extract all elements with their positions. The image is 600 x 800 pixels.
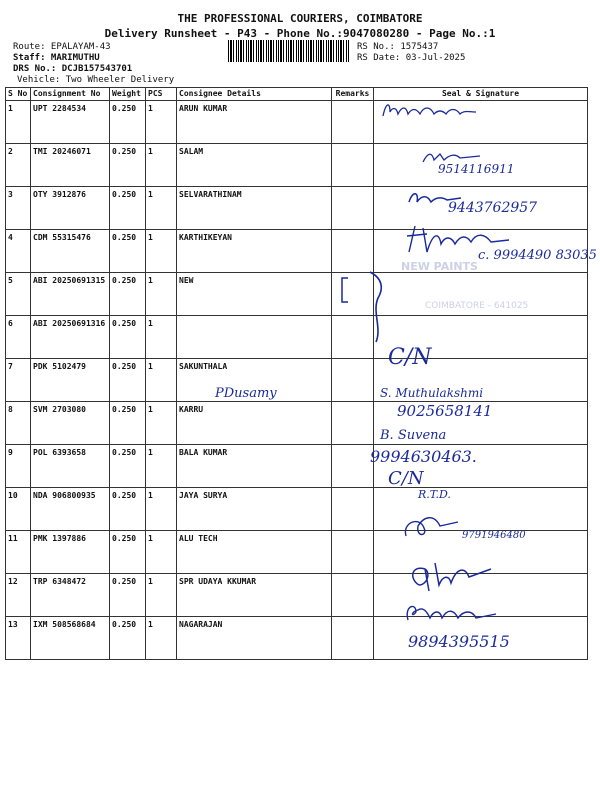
cell-remarks xyxy=(332,144,374,187)
cell-consignee: NEW xyxy=(177,273,332,316)
cell-sno: 2 xyxy=(6,144,31,187)
cell-consignee: ALU TECH xyxy=(177,531,332,574)
cell-remarks xyxy=(332,574,374,617)
cell-sno: 12 xyxy=(6,574,31,617)
table-header-row xyxy=(6,88,588,101)
cell-consignment: TMI 20246071 xyxy=(31,144,110,187)
cell-weight: 0.250 xyxy=(110,101,146,144)
col-consignee: Consignee Details xyxy=(177,88,332,101)
drs-label: DRS No.: DCJB157543701 xyxy=(13,64,133,74)
cell-remarks xyxy=(332,445,374,488)
cell-consignee: KARTHIKEYAN xyxy=(177,230,332,273)
staff-label: Staff: MARIMUTHU xyxy=(13,53,100,63)
handwritten-phone-13: 9894395515 xyxy=(408,632,510,651)
col-consignment: Consignment No xyxy=(31,88,110,101)
cell-sno: 1 xyxy=(6,101,31,144)
cell-pcs: 1 xyxy=(146,445,177,488)
cell-consignee: JAYA SURYA xyxy=(177,488,332,531)
cell-weight: 0.250 xyxy=(110,359,146,402)
cell-consignment: PMK 1397886 xyxy=(31,531,110,574)
cell-consignee xyxy=(177,316,332,359)
handwritten-phone-8: 9025658141 xyxy=(397,402,493,420)
col-weight: Weight xyxy=(110,88,146,101)
cell-pcs: 1 xyxy=(146,273,177,316)
cell-consignment: POL 6393658 xyxy=(31,445,110,488)
handwritten-sig-8: S. Muthulakshmi xyxy=(380,386,484,400)
cell-sno: 13 xyxy=(6,617,31,660)
cell-consignment: OTY 3912876 xyxy=(31,187,110,230)
cell-remarks xyxy=(332,230,374,273)
cell-pcs: 1 xyxy=(146,101,177,144)
cell-weight: 0.250 xyxy=(110,316,146,359)
rs-date: RS Date: 03-Jul-2025 xyxy=(357,53,466,63)
cell-weight: 0.250 xyxy=(110,273,146,316)
cell-weight: 0.250 xyxy=(110,445,146,488)
table-row xyxy=(6,445,588,488)
cell-remarks xyxy=(332,488,374,531)
cell-sno: 4 xyxy=(6,230,31,273)
signature-row-12 xyxy=(405,555,495,593)
cell-remarks xyxy=(332,402,374,445)
handwritten-phone-11: 9791946480 xyxy=(462,530,526,541)
cell-consignee: KARRU xyxy=(177,402,332,445)
cell-remarks xyxy=(332,531,374,574)
table-row xyxy=(6,359,588,402)
rs-number: RS No.: 1575437 xyxy=(357,42,439,52)
signature-row-11 xyxy=(400,512,465,542)
cell-remarks xyxy=(332,187,374,230)
barcode xyxy=(228,40,350,62)
cell-sno: 11 xyxy=(6,531,31,574)
cell-pcs: 1 xyxy=(146,402,177,445)
cell-weight: 0.250 xyxy=(110,531,146,574)
cell-sno: 9 xyxy=(6,445,31,488)
cell-consignee: SPR UDAYA KKUMAR xyxy=(177,574,332,617)
table-row xyxy=(6,101,588,144)
cell-consignee: BALA KUMAR xyxy=(177,445,332,488)
cell-remarks xyxy=(332,101,374,144)
table-row xyxy=(6,488,588,531)
handwritten-phone-9: 9994630463. xyxy=(370,447,477,466)
cell-sno: 3 xyxy=(6,187,31,230)
cell-remarks xyxy=(332,617,374,660)
signature-row-1 xyxy=(380,100,490,122)
cell-sno: 5 xyxy=(6,273,31,316)
cell-pcs: 1 xyxy=(146,187,177,230)
bracket-mark xyxy=(330,268,390,348)
cell-consignment: SVM 2703080 xyxy=(31,402,110,445)
company-stamp: NEW PAINTS COIMBATORE - 641025 xyxy=(401,260,529,311)
signature-row-13 xyxy=(402,600,502,625)
cell-consignment: ABI 20250691316 xyxy=(31,316,110,359)
cell-pcs: 1 xyxy=(146,617,177,660)
cell-sno: 10 xyxy=(6,488,31,531)
col-signature: Seal & Signature xyxy=(374,88,588,101)
route-label: Route: EPALAYAM-43 xyxy=(13,42,111,52)
handwritten-cn-10: C/N xyxy=(388,468,424,489)
handwritten-name-8: PDusamy xyxy=(215,386,277,401)
cell-pcs: 1 xyxy=(146,574,177,617)
handwritten-sig-9: B. Suvena xyxy=(380,428,447,443)
cell-pcs: 1 xyxy=(146,488,177,531)
cell-consignment: NDA 906800935 xyxy=(31,488,110,531)
cell-weight: 0.250 xyxy=(110,230,146,273)
cell-weight: 0.250 xyxy=(110,574,146,617)
cell-pcs: 1 xyxy=(146,531,177,574)
cell-sno: 8 xyxy=(6,402,31,445)
cell-consignment: UPT 2284534 xyxy=(31,101,110,144)
handwritten-rtd-10: R.T.D. xyxy=(418,488,451,501)
cell-consignment: CDM 55315476 xyxy=(31,230,110,273)
runsheet-subtitle: Delivery Runsheet - P43 - Phone No.:9047080280 - Page No.:1 xyxy=(104,27,496,40)
cell-pcs: 1 xyxy=(146,230,177,273)
cell-pcs: 1 xyxy=(146,144,177,187)
cell-pcs: 1 xyxy=(146,316,177,359)
vehicle-label: Vehicle: Two Wheeler Delivery xyxy=(17,75,175,85)
cell-weight: 0.250 xyxy=(110,617,146,660)
col-pcs: PCS xyxy=(146,88,177,101)
cell-consignee: SELVARATHINAM xyxy=(177,187,332,230)
table-row xyxy=(6,402,588,445)
col-remarks: Remarks xyxy=(332,88,374,101)
cell-consignment: ABI 20250691315 xyxy=(31,273,110,316)
handwritten-phone-2: 9514116911 xyxy=(438,162,515,176)
cell-consignee: ARUN KUMAR xyxy=(177,101,332,144)
cell-consignee: NAGARAJAN xyxy=(177,617,332,660)
cell-consignee: SAKUNTHALA xyxy=(177,359,332,402)
handwritten-phone-3: 9443762957 xyxy=(448,200,538,216)
cell-remarks xyxy=(332,359,374,402)
cell-weight: 0.250 xyxy=(110,488,146,531)
cell-weight: 0.250 xyxy=(110,187,146,230)
cell-consignment: IXM 508568684 xyxy=(31,617,110,660)
cell-weight: 0.250 xyxy=(110,402,146,445)
cell-pcs: 1 xyxy=(146,359,177,402)
cell-sno: 7 xyxy=(6,359,31,402)
cell-consignment: PDK 5102479 xyxy=(31,359,110,402)
cell-consignee: SALAM xyxy=(177,144,332,187)
col-sno: S No xyxy=(6,88,31,101)
handwritten-cn-7: C/N xyxy=(388,345,432,370)
cell-weight: 0.250 xyxy=(110,144,146,187)
company-title: THE PROFESSIONAL COURIERS, COIMBATORE xyxy=(177,12,423,25)
cell-sno: 6 xyxy=(6,316,31,359)
cell-consignment: TRP 6348472 xyxy=(31,574,110,617)
handwritten-phone-4: c. 9994490 83035 xyxy=(478,248,597,263)
